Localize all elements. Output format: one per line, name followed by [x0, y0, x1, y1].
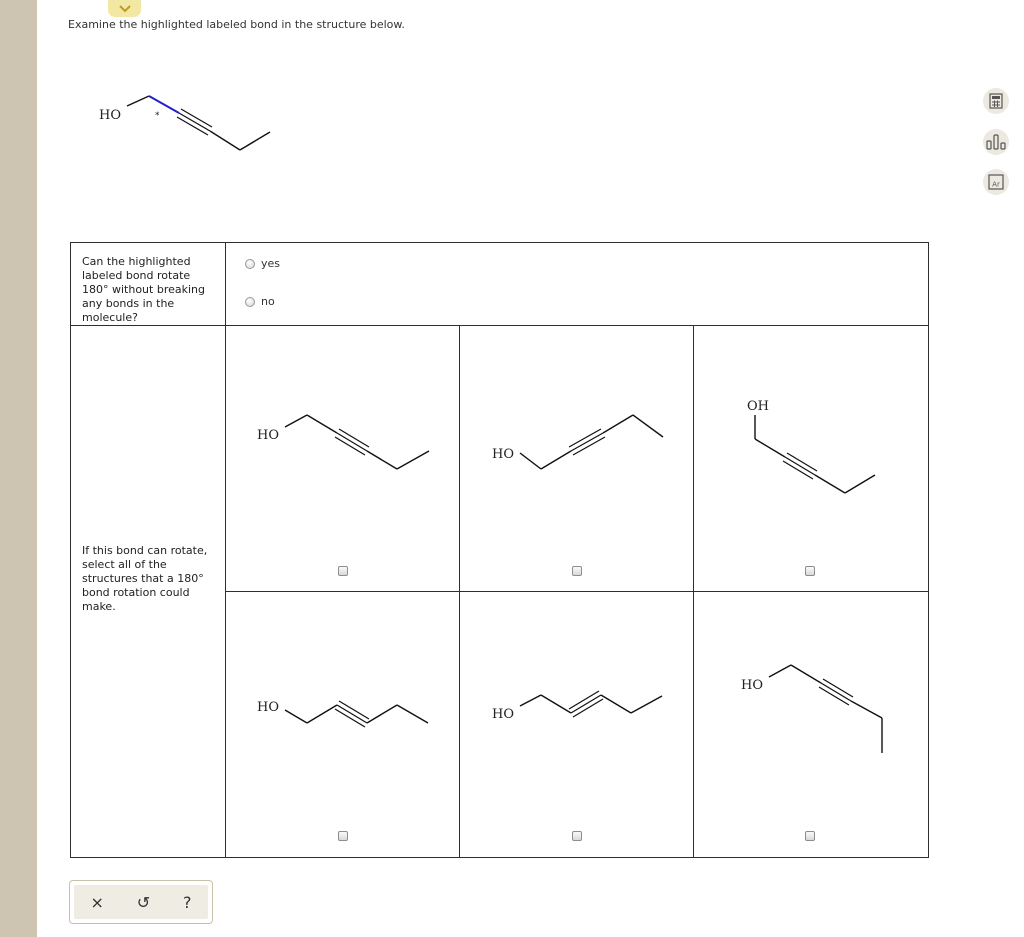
target-structure — [90, 80, 290, 170]
bond-marker: * — [155, 111, 160, 121]
option-checkbox-6[interactable] — [805, 831, 815, 841]
option-checkbox-3[interactable] — [805, 566, 815, 576]
svg-text:HO: HO — [257, 700, 279, 715]
question-table — [70, 242, 929, 858]
svg-text:HO: HO — [257, 428, 279, 443]
yes-radio[interactable] — [245, 259, 255, 269]
option-structure-5 — [460, 592, 693, 857]
yes-label: yes — [261, 257, 281, 270]
svg-text:HO: HO — [492, 447, 514, 462]
rotate-question-cell — [71, 243, 226, 326]
option-structure-6 — [694, 592, 928, 857]
option-cell-2 — [460, 326, 694, 592]
left-rail — [0, 0, 37, 937]
yes-option[interactable] — [245, 257, 280, 270]
option-checkbox-4[interactable] — [338, 831, 348, 841]
option-cell-1 — [226, 326, 460, 592]
option-structure-1 — [226, 326, 459, 591]
svg-text:HO: HO — [741, 678, 763, 693]
option-structure-2 — [460, 326, 693, 591]
option-cell-4 — [226, 592, 460, 858]
no-radio[interactable] — [245, 297, 255, 307]
help-button[interactable]: ? — [183, 892, 192, 912]
no-option[interactable] — [245, 295, 275, 308]
option-cell-3 — [694, 326, 929, 592]
hydroxyl-label: HO — [99, 108, 121, 123]
highlighted-bond — [149, 96, 179, 113]
select-question-cell — [71, 326, 226, 858]
option-structure-4 — [226, 592, 459, 857]
option-checkbox-5[interactable] — [572, 831, 582, 841]
periodic-table-icon[interactable] — [983, 169, 1009, 195]
data-icon[interactable] — [983, 129, 1009, 155]
rotate-question-text: Can the highlighted labeled bond rotate 180° without breaking any bonds in the molecule? — [82, 255, 205, 324]
question-prompt: Examine the highlighted labeled bond in the structure below. — [68, 18, 405, 31]
chevron-down-icon — [119, 5, 131, 13]
option-cell-6 — [694, 592, 929, 858]
option-checkbox-1[interactable] — [338, 566, 348, 576]
undo-button[interactable]: ↺ — [136, 892, 151, 912]
option-structure-3 — [694, 326, 928, 591]
select-question-text: If this bond can rotate, select all of the structures that a 180° bond rotation could make. — [82, 544, 208, 613]
rotate-answer-cell — [226, 243, 929, 326]
svg-text:HO: HO — [492, 707, 514, 722]
clear-button[interactable]: × — [90, 892, 104, 912]
no-label: no — [261, 295, 275, 308]
svg-text:OH: OH — [747, 399, 769, 414]
option-checkbox-2[interactable] — [572, 566, 582, 576]
calculator-icon[interactable] — [983, 88, 1009, 114]
periodic-symbol: Ar — [992, 180, 1000, 189]
option-cell-5 — [460, 592, 694, 858]
action-bar — [69, 880, 213, 924]
collapse-toggle[interactable] — [108, 0, 141, 17]
